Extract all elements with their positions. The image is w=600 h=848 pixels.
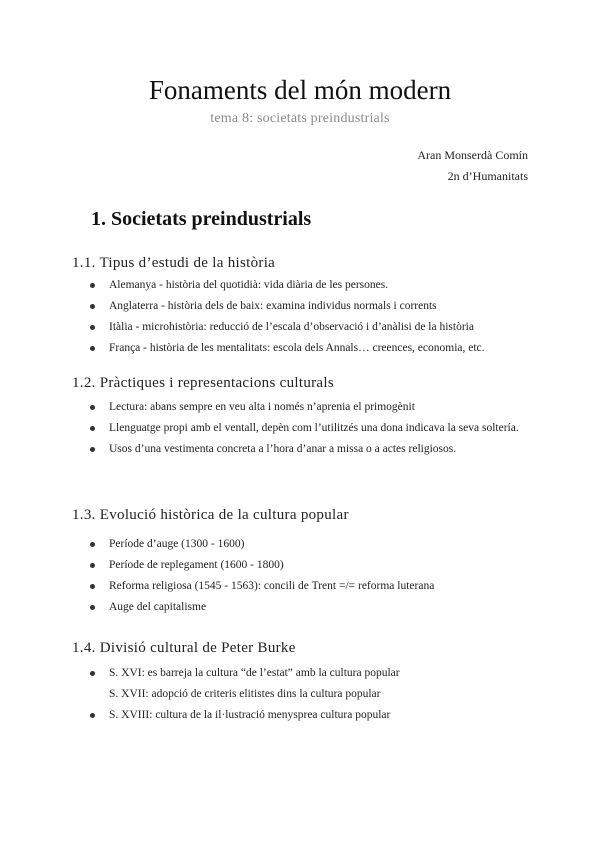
list-item: Itàlia - microhistòria: reducció de l’escala d’observació i d’anàlisi de la història [90, 317, 527, 338]
subsection-list-2 [90, 397, 527, 460]
subsection-heading-2: 1.2. Pràctiques i representacions culturals [72, 375, 334, 391]
bullet-icon [90, 405, 95, 410]
list-item: Lectura: abans sempre en veu alta i només n’aprenia el primogènit [90, 397, 527, 418]
list-item: Llenguatge propi amb el ventall, depèn com l’utilitzés una dona indicava la seva soltería. [90, 418, 527, 439]
subsection-heading-3: 1.3. Evolució històrica de la cultura popular [72, 507, 349, 523]
author-block [417, 145, 528, 187]
list-item: Reforma religiosa (1545 - 1563): concili de Trent =/= reforma luterana [90, 576, 527, 597]
author-course: 2n d’Humanitats [447, 169, 528, 183]
subsection-heading-1: 1.1. Tipus d’estudi de la història [72, 255, 276, 271]
bullet-icon [90, 713, 95, 718]
list-item: Període d’auge (1300 - 1600) [90, 534, 527, 555]
bullet-icon [90, 325, 95, 330]
list-item: Anglaterra - història dels de baix: examina individus normals i corrents [90, 296, 527, 317]
list-item: Alemanya - història del quotidià: vida diària de les persones. [90, 275, 527, 296]
list-item: Usos d’una vestimenta concreta a l’hora d’anar a missa o a actes religiosos. [90, 439, 527, 460]
bullet-icon [90, 426, 95, 431]
bullet-icon [90, 584, 95, 589]
subsection-list-3 [90, 534, 527, 618]
bullet-icon [90, 563, 95, 568]
list-item: Auge del capitalisme [90, 597, 527, 618]
subsection-list-1 [90, 275, 527, 359]
bullet-icon [90, 605, 95, 610]
bullet-icon [90, 671, 95, 676]
bullet-icon [90, 542, 95, 547]
author-name: Aran Monserdà Comín [417, 148, 528, 162]
list-item: S. XVI: es barreja la cultura “de l’estat” amb la cultura popular [90, 663, 527, 684]
document-title: Fonaments del món modern [148, 75, 452, 105]
bullet-icon [90, 447, 95, 452]
bullet-icon [90, 283, 95, 288]
bullet-icon [90, 304, 95, 309]
list-item: França - història de les mentalitats: escola dels Annals… creences, economia, etc. [90, 338, 527, 359]
list-item: S. XVIII: cultura de la il·lustració menysprea cultura popular [90, 705, 527, 726]
document-subtitle: tema 8: societats preindustrials [210, 111, 390, 126]
section-heading: 1. Societats preindustrials [91, 208, 312, 230]
list-item: S. XVII: adopció de criteris elitistes dins la cultura popular [109, 688, 381, 700]
bullet-icon [90, 346, 95, 351]
subsection-heading-4: 1.4. Divisió cultural de Peter Burke [72, 640, 296, 656]
list-item: Període de replegament (1600 - 1800) [90, 555, 527, 576]
subsection-list-4 [90, 663, 527, 726]
